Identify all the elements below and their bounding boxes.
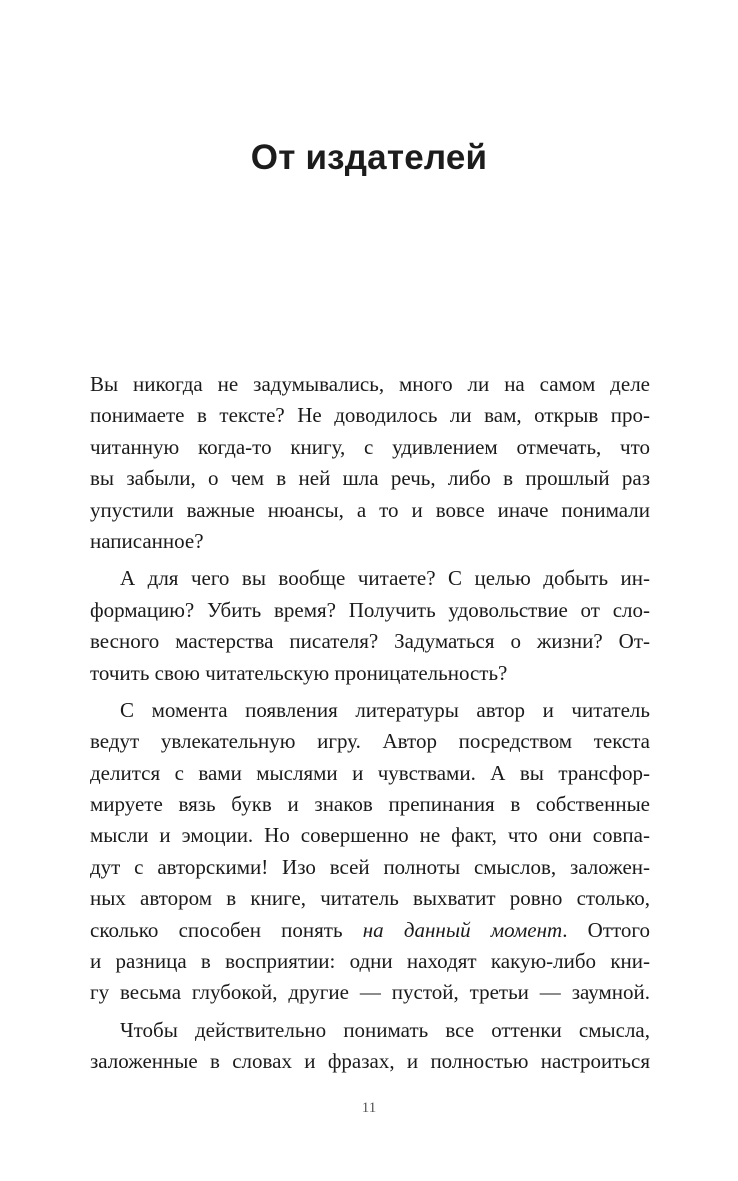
- text-fragment: . Оттого: [562, 917, 650, 942]
- text-fragment: сколько способен понять: [90, 917, 363, 942]
- text-line: упустили важные нюансы, а то и вовсе иначе понимали: [90, 497, 650, 522]
- text-line: делится с вами мыслями и чувствами. А вы трансфор-: [90, 760, 650, 785]
- text-line: Чтобы действительно понимать все оттенки смысла,: [120, 1017, 650, 1042]
- text-line: ведут увлекательную игру. Автор посредством текста: [90, 729, 650, 754]
- text-line: заложенные в словах и фразах, и полностью настроиться: [90, 1049, 650, 1074]
- text-line: весного мастерства писателя? Задуматься о жизни? От-: [90, 629, 650, 654]
- text-line: понимаете в тексте? Не доводилось ли вам, открыв про-: [90, 403, 650, 428]
- text-line: мысли и эмоции. Но совершенно не факт, что они совпа-: [90, 823, 650, 848]
- text-line-with-emphasis: [90, 915, 650, 946]
- text-line: гу весьма глубокой, другие — пустой, третьи — заумной.: [90, 980, 650, 1005]
- emphasis-text: на данный момент: [362, 917, 563, 942]
- text-line: А для чего вы вообще читаете? С целью добыть ин-: [120, 566, 650, 591]
- text-line: написанное?: [90, 528, 204, 553]
- text-line: мируете вязь букв и знаков препинания в собственные: [90, 792, 650, 817]
- text-line: ных автором в книге, читатель выхватит ровно столько,: [90, 886, 650, 911]
- text-line: дут с авторскими! Изо всей полноты смыслов, заложен-: [90, 854, 650, 879]
- text-line: точить свою читательскую проницательность?: [90, 660, 508, 685]
- page-number: 11: [361, 1100, 377, 1116]
- body-text: [90, 369, 650, 1078]
- text-line: вы забыли, о чем в ней шла речь, либо в прошлый раз: [90, 466, 650, 491]
- text-line: и разница в восприятии: одни находят какую-либо кни-: [90, 949, 650, 974]
- text-line: С момента появления литературы автор и читатель: [120, 697, 650, 722]
- chapter-heading: От издателей: [250, 138, 488, 177]
- text-line: Вы никогда не задумывались, много ли на самом деле: [90, 372, 650, 396]
- text-line: читанную когда-то книгу, с удивлением отмечать, что: [90, 434, 650, 459]
- text-line: формацию? Убить время? Получить удовольствие от сло-: [90, 597, 650, 622]
